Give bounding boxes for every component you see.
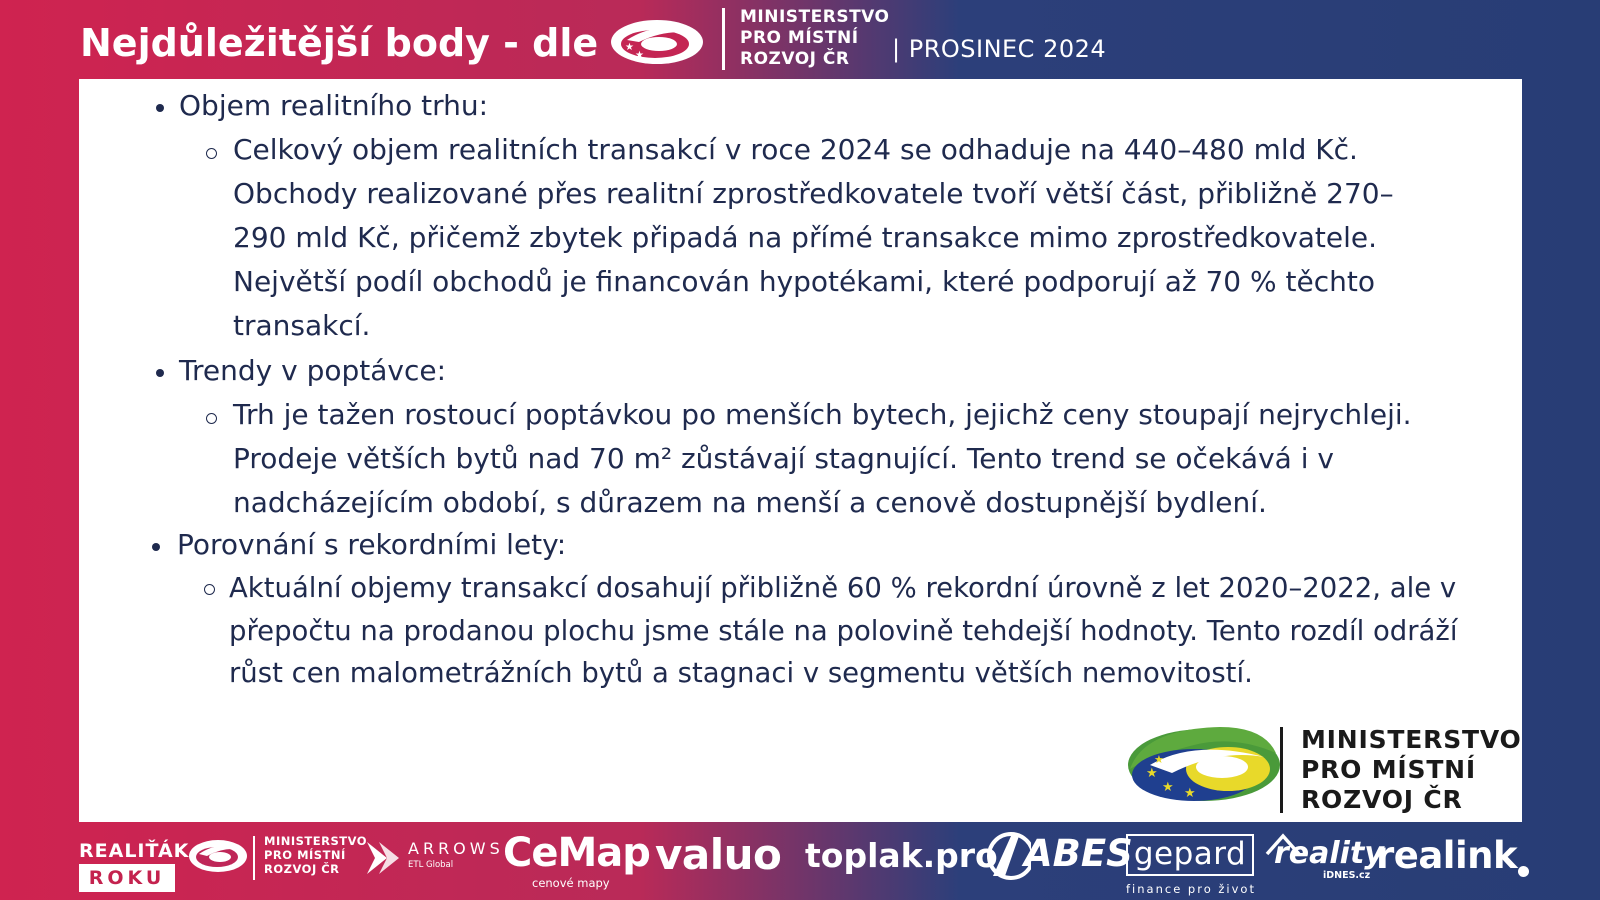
svg-text:★: ★ xyxy=(1154,753,1164,766)
realink-logo-dot xyxy=(1518,866,1529,877)
cemap-logo-subtext: cenové mapy xyxy=(532,876,610,890)
content-panel xyxy=(79,79,1522,822)
header-date: | PROSINEC 2024 xyxy=(892,35,1107,63)
bullet-dot xyxy=(156,104,164,112)
arrows-logo-icon xyxy=(365,838,401,878)
reality-logo-subtext: iDNES.cz xyxy=(1323,870,1371,881)
mmr-logo-icon xyxy=(187,832,249,876)
svg-text:★: ★ xyxy=(635,50,644,61)
svg-text:★: ★ xyxy=(1162,780,1174,795)
realink-logo-text: realink xyxy=(1376,834,1518,877)
toplak-logo-text: toplak.pro xyxy=(805,836,998,875)
arrows-logo-subtext: ETL Global xyxy=(408,860,454,870)
abes-logo-text: ABES xyxy=(1024,832,1133,875)
section-label: Porovnání s rekordními lety: xyxy=(177,528,567,561)
cemap-logo-text: CeMap xyxy=(503,830,650,876)
sub-bullet-circle xyxy=(206,148,217,159)
valuo-logo-text: valuo xyxy=(655,830,782,879)
bullet-dot xyxy=(152,543,160,551)
gepard-logo-text: gepard xyxy=(1126,834,1254,876)
section-label: Objem realitního trhu: xyxy=(179,89,489,122)
page-title: Nejdůležitější body - dle xyxy=(80,21,599,65)
bullet-dot xyxy=(156,369,164,377)
header-divider xyxy=(722,8,725,70)
gepard-logo-subtext: finance pro život xyxy=(1126,882,1256,896)
arrows-logo-text: ARROWS xyxy=(408,839,504,858)
section-detail: Aktuální objemy transakcí dosahují přibližně 60 % rekordní úrovně z let 2020–2022, ale v přepočtu na prodanou plochu jsme stále na polovině tehdejší hodnoty. Tento rozdíl odráží růst cen malometrážních bytů a stagnaci v segmentu větších nemovitostí. xyxy=(229,572,1458,689)
sub-bullet-circle xyxy=(206,413,217,424)
section-detail: Celkový objem realitních transakcí v roce 2024 se odhaduje na 440–480 mld Kč. Obchody realizované přes realitní zprostředkovatele tvoří větší část, přibližně 270–290 mld Kč, přičemž zbytek připadá na přímé transakce mimo zprostředkovatele. Největší podíl obchodů je financován hypotékami, které podporují až 70 % těchto transakcí. xyxy=(233,133,1394,342)
realitak-logo-text: REALIŤÁK xyxy=(79,840,190,862)
svg-text:★: ★ xyxy=(1184,786,1196,801)
sub-bullet-circle xyxy=(204,584,215,595)
section-label: Trendy v poptávce: xyxy=(179,354,447,387)
mmr-logo-icon xyxy=(607,10,707,70)
svg-text:★: ★ xyxy=(1146,766,1158,781)
section-detail: Trh je tažen rostoucí poptávkou po menších bytech, jejichž ceny stoupají nejrychleji. Prodeje větších bytů nad 70 m² zůstávají stagnující. Tento trend se očekává i v nadcházejícím období, s důrazem na menší a cenově dostupnější bydlení. xyxy=(233,398,1412,519)
svg-text:★: ★ xyxy=(625,42,634,53)
panel-ministry-name: MINISTERSTVO PRO MÍSTNÍ ROZVOJ ČR xyxy=(1301,725,1522,814)
realitak-logo-box: ROKU xyxy=(79,864,175,892)
mmr-logo-icon xyxy=(1124,717,1284,807)
footer-partners xyxy=(0,822,1600,900)
reality-logo-text: reality xyxy=(1274,836,1384,871)
header-ministry-name: MINISTERSTVO PRO MÍSTNÍ ROZVOJ ČR xyxy=(740,7,890,69)
header-bar xyxy=(0,0,1600,78)
footer-mmr-divider xyxy=(253,836,255,880)
footer-mmr-name: MINISTERSTVO PRO MÍSTNÍ ROZVOJ ČR xyxy=(264,834,368,876)
panel-logo-divider xyxy=(1280,727,1283,813)
